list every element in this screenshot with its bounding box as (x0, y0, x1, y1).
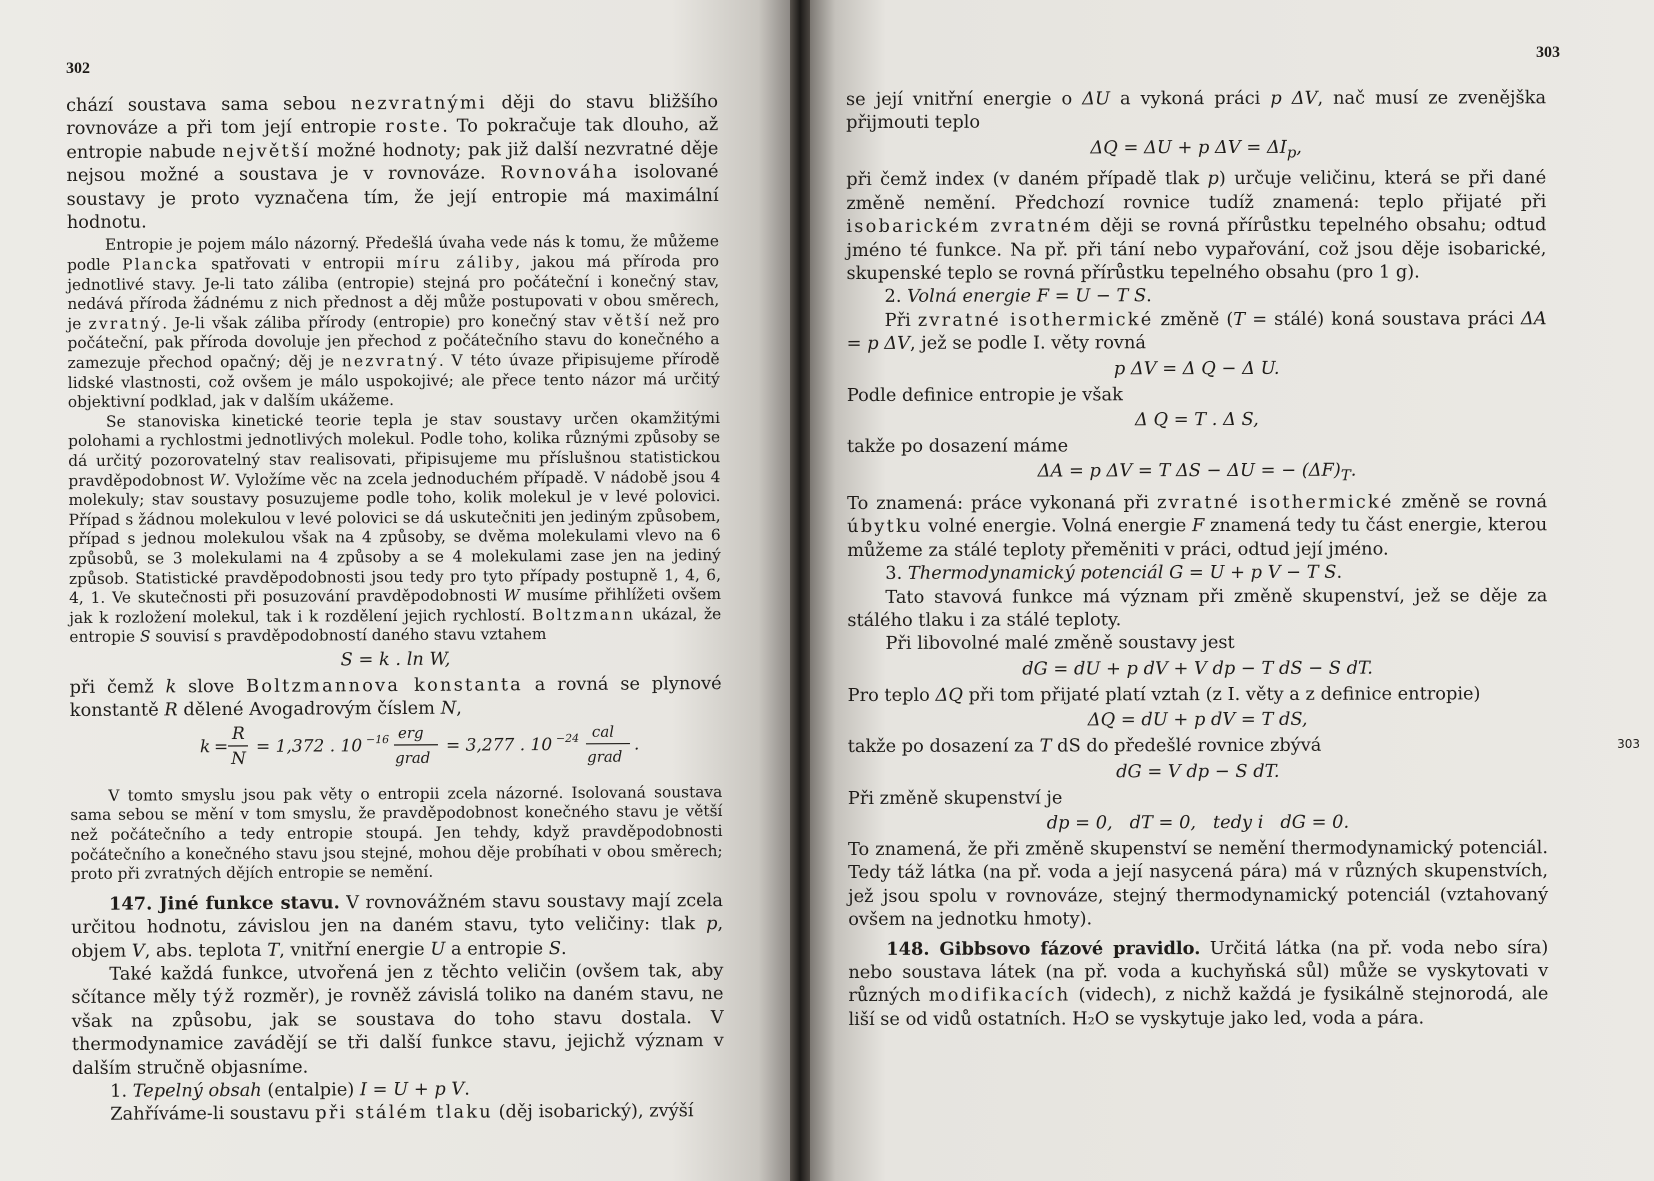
text-run: ději do stavu bližšího rovnováze a při tom její entropie (66, 91, 719, 140)
text-run: zvratný (88, 314, 163, 333)
text-run: 3. (885, 563, 908, 585)
text-run: T (1233, 308, 1246, 330)
eq-k-value-2: = 3,277 . 10 (445, 734, 553, 756)
para-phase: Tato stavová funkce má význam při změně skupenství, jež se děje za stálého tlaku i za stálé teploty. (847, 584, 1548, 631)
text-run: , vnitřní energie (279, 938, 431, 961)
eq-k-unit-1-num: erg (397, 723, 424, 742)
text-run: N (440, 697, 457, 720)
eq-k-frac-num: R (231, 723, 245, 744)
eq-k-frac-den: N (231, 748, 246, 769)
text-run: takže po dosazení za (847, 735, 1040, 758)
text-run: T (267, 939, 280, 961)
text-run: W (503, 586, 520, 605)
text-run: To znamená: práce vykonaná při (847, 492, 1158, 514)
text-run: Volná energie F = U − T S (907, 285, 1147, 308)
text-run: Rovnováha (500, 161, 620, 184)
text-run: souvisí s pravděpodobností daného stavu vztahem (150, 625, 547, 646)
text-run: V (131, 940, 145, 962)
text-run: roste (385, 116, 443, 138)
equation-dq2: ΔQ = dU + p dV = T dS, (1087, 709, 1308, 731)
text-run: (děj isobarický), zvýší (492, 1100, 694, 1123)
text-entropy-definition: Podle definice entropie je však (846, 383, 1123, 406)
eq-k-lhs: k (199, 736, 211, 757)
equation-zero: dp = 0, dT = 0, tedy i dG = 0. (1046, 811, 1350, 834)
para-heat-q (848, 682, 1548, 707)
text-run: Zahříváme-li soustavu (110, 1102, 316, 1126)
item-free-energy (847, 284, 1547, 309)
text-run: F (1191, 515, 1205, 537)
text-run: a rovná se plynové konstantě (69, 672, 722, 722)
svg-text:=: = (213, 736, 229, 757)
text-run: dělené Avogadrovým číslem (177, 698, 441, 721)
text-run: volné energie. Volná energie (922, 515, 1192, 538)
text-run: nezvratnými (350, 92, 487, 115)
para-continuation (66, 90, 719, 234)
text-run: . (1146, 285, 1152, 307)
text-run: při čemž index (v daném případě tlak (846, 168, 1208, 191)
text-run: (entalpie) (261, 1079, 360, 1101)
text-substitution-1: takže po dosazení máme (846, 435, 1069, 458)
equation-dq-tds: Δ Q = T . Δ S, (1134, 408, 1259, 431)
text-run: Boltzmann (531, 605, 636, 624)
text-run: větší (603, 311, 652, 330)
text-run: . (1336, 561, 1343, 583)
text-run: isolované soustavy je proto vyznačena tím, že její entropie má maximální hodnotu. (66, 161, 719, 234)
para-isothermal (847, 307, 1547, 356)
text-run: rozměr), je rovněž závislá toliko na daném stavu, ne však na způsobu, jak se soustava do toho stavu dostala. V thermodynamice zavádějí se tři další funkce stavu, jejichž význam v dalším stručně objasníme. (71, 983, 724, 1079)
text-run: Při (884, 309, 918, 331)
text-run: největší (222, 140, 311, 162)
equation-k (70, 719, 722, 787)
equation-dq: ΔQ = ΔU + p $\Delta V = \Delta I_p$, (1090, 136, 1302, 162)
text-run: , jež se podle I. věty rovná (909, 332, 1147, 355)
text-run: ΔQ (935, 684, 963, 706)
text-run: 147. Jiné funkce stavu. (108, 892, 340, 915)
para-heating (72, 1099, 724, 1126)
para-substitution-2 (848, 733, 1548, 758)
left-page (0, 0, 790, 1181)
text-run: Thermodynamický potenciál G = U + p V − T S (907, 561, 1337, 585)
text-run: ) určuje veličinu, která se při dané změně nemění. Předchozí rovnice tudíž znamená: teplo přijaté při (846, 167, 1547, 214)
text-run: znamená tedy tu část energie, kterou můžeme za stálé teploty přeměniti v práci, odtud její jméno. (847, 514, 1548, 561)
text-run: týž (203, 986, 237, 1008)
para-index (846, 167, 1546, 286)
equation-k-svg (96, 719, 696, 771)
text-run: Také každá funkce, utvořená jen z těchto veličin (ovšem tak, aby sčítance měly (71, 959, 724, 1009)
para-small-change: Při libovolné malé změně soustavy jest (885, 632, 1235, 655)
text-run: při čemž (69, 676, 166, 698)
text-run: . Vyložíme věc na zcela jednoduchém případě. V nádobě jsou 4 molekuly; stav soustavy posuzujeme podle toho, kolik molekul je v levé polovici. Případ s žádnou molekulou v levé polovici se dá uskutečniti jen jediným způsobem, případ s jednou molekulou však na 4 způsoby, se dvěma molekulami vlevo na 6 způsobů, se 3 molekulami na 4 způsoby a se 4 molekulami zase jen na jediný způsob. Statistické pravděpodobnosti jsou tedy pro tyto případy postupně 1, 4, 6, 4, 1. Ve skutečnosti při posuzování pravděpodobnosti (68, 467, 722, 608)
text-run: S (139, 627, 151, 646)
text-run: míru záliby (396, 253, 516, 273)
para-planck (67, 232, 720, 412)
right-page (810, 0, 1654, 1181)
text-run: ΔU (1082, 88, 1111, 110)
text-run: změně ( (1153, 308, 1234, 330)
text-run: možné hodnoty; pak již další nezvratné děje nejsou možné a soustava je v rovnováze. (66, 137, 719, 187)
text-run: . (464, 1078, 470, 1100)
text-run: k (165, 676, 177, 698)
text-run: úbytku (847, 516, 923, 538)
text-run: ΔA = p ΔV (846, 307, 1547, 355)
svg-text:.: . (633, 734, 640, 755)
text-run: U (430, 938, 446, 960)
equation-da-text: ΔA = p ΔV = T ΔS − ΔU = − (ΔF) (1037, 460, 1341, 482)
para-unchanged: To znamená, že při změně skupenství se nemění thermodynamický potenciál. Tedy táž látka (na př. voda a její nasycená pára) má v různých skupenstvích, jež jsou spolu v rovnováze, stejný thermodynamický potenciál (vztahovaný ovšem na jednotku hmoty). (847, 837, 1549, 931)
text-run: a entropie (445, 937, 549, 960)
text-run: , nač musí ze zvenějška přijmouti teplo (846, 87, 1547, 134)
text-run: . (560, 937, 567, 959)
eq-k-unit-2-den: grad (587, 747, 623, 766)
text-run: 148. Gibbsovo fázové pravidlo. (886, 937, 1201, 960)
text-run: V rovnovážném stavu soustavy mají zcela určitou hodnotu, závislou jen na daném stavu, tyto veličiny: tlak (71, 889, 724, 939)
text-run: , abs. teplota (144, 939, 268, 962)
page-number-right: 303 (1536, 44, 1560, 61)
eq-k-exp-1: −16 (365, 732, 390, 746)
equation-da-sub: T (1340, 467, 1351, 485)
text-run: chází soustava sama sebou (66, 93, 351, 116)
text-run: . Je-li však záliba přírody (entropie) pro konečný stav (162, 311, 604, 333)
eq-k-exp-2: −24 (555, 731, 580, 745)
text-run: T (1039, 735, 1052, 757)
text-run: p ΔV (1270, 87, 1318, 109)
eq-k-unit-2-num: cal (591, 722, 615, 741)
text-run: modifikacích (928, 984, 1071, 1007)
text-run: I = U + p V (359, 1078, 465, 1101)
text-run: Se stanoviska kinetické teorie tepla je stav soustavy určen okamžitými polohami a rychlostmi jednotlivých molekul. Podle toho, kolika různými způsoby se dá určitý pozorovatelný stav realisovati, připisujeme mu příslušnou statistickou pravděpodobnost (68, 408, 721, 490)
text-run: 2. (884, 286, 908, 308)
text-run: než pro počáteční, pak příroda dovoluje jen přechod z počátečního stavu do konečného a zamezuje přechod opačný; děj je (67, 310, 720, 372)
text-run: dS do předešlé rovnice zbývá (1051, 734, 1322, 757)
equation-boltzmann: S = k . ln W, (340, 648, 451, 671)
text-run: Určitá látka (na př. voda nebo síra) nebo soustava látek (na př. voda a kuchyňská sůl) může se vyskytovati v různých (848, 936, 1549, 1007)
para-entropy-meaning: V tomto smyslu jsou pak věty o entropii zcela názorné. Isolovaná soustava sama sebou se mění v tom smyslu, že pravděpodobnost konečného stavu je větší než počátečního a tedy entropie stoupá. Jen tehdy, když pravděpodobnosti počátečního a konečného stavu jsou stejné, mohou děje probíhati v obou směrech; proto při zvratných dějích entropie se nemění. (70, 782, 723, 884)
section-147 (71, 889, 723, 963)
equation-dq-sub: p (1286, 144, 1297, 162)
right-column (846, 86, 1548, 1031)
para-functions (71, 959, 724, 1080)
text-run: , (456, 697, 462, 719)
text-run: p (1207, 168, 1219, 190)
text-run: ukázal, že entropie (69, 604, 722, 647)
text-run: spatřovati v entropii (199, 254, 397, 274)
text-run: . To pokračuje tak dlouho, až entropie nabude (66, 114, 719, 163)
text-run: . V této úvaze připisujeme přírodě lidské vlastnosti, což ovšem je málo uspokojivé; ale přece tento názor má určitý objektivní podklad, jak v dalším ukážeme. (67, 350, 720, 412)
text-run: při tom přijaté platí vztah (z I. věty a z definice entropie) (962, 683, 1481, 706)
text-run: nezvratný (341, 351, 439, 371)
text-run: Pro teplo (847, 684, 936, 706)
para-energy-intro (846, 86, 1546, 135)
equation-da: ΔA = p ΔV = T ΔS − ΔU = − $(\Delta F)_T$. (1037, 460, 1357, 485)
equation-dg: dG = dU + p dV + V dp − T dS − S dT. (1022, 657, 1373, 680)
text-run: isobarickém zvratném (846, 215, 1093, 238)
para-means (847, 490, 1547, 562)
text-run: , objem (71, 913, 724, 962)
para-change-state: Při změně skupenství je (847, 787, 1063, 809)
text-run: S (548, 937, 562, 959)
text-run: Plancka (122, 255, 200, 274)
text-run: p (705, 913, 718, 935)
page-number-left: 302 (66, 60, 90, 77)
text-run: musíme přihlížeti ovšem jak k rozložení molekul, tak i k rozdělení jejich rychlostí. (69, 585, 722, 627)
text-run: slove (176, 675, 247, 698)
para-kinetic (68, 409, 721, 648)
text-run: Boltzmannova konstanta (245, 674, 524, 697)
text-run: 1. (110, 1080, 133, 1102)
text-run: a vykoná práci (1109, 87, 1271, 110)
text-run: R (164, 699, 178, 721)
text-run: = stálé) koná soustava práci (1245, 308, 1521, 330)
equation-dg2: dG = V dp − S dT. (1116, 760, 1280, 782)
text-run: se její vnitřní energie o (846, 88, 1083, 110)
text-run: (videch), z nichž každá je fysikálně stejnorodá, ale liší se od vidů ostatních. H₂O se vyskytuje jako led, voda a pára. (848, 983, 1549, 1030)
eq-k-value-1: = 1,372 . 10 (255, 735, 363, 757)
text-run: ději se rovná přírůstku tepelného obsahu; odtud jméno té funkce. Na př. při tání nebo vypařování, což jsou děje isobarické, skupenské teplo se rovná přírůstku tepelného obsahu (pro 1 g). (846, 214, 1547, 284)
text-run: zvratné isothermické (917, 308, 1154, 331)
para-constant (70, 672, 722, 723)
equation-pdv: p ΔV = Δ Q − Δ U. (1113, 357, 1280, 379)
book-gutter (790, 0, 810, 1181)
section-148 (848, 936, 1548, 1031)
item-thermodynamic-potential (847, 560, 1547, 585)
text-run: změně se rovná (1393, 491, 1548, 513)
equation-dq-text: ΔQ = ΔU + p ΔV = ΔI (1090, 136, 1287, 159)
margin-note: 303 (1617, 737, 1640, 751)
text-run: , jakou má příroda pro jednotlivé stavy. Je-li tato záliba (entropie) stejná pro počáteční i konečný stav, nedává příroda žádnému z nich přednost a děj může postupovati v obou směrech, je (67, 252, 720, 333)
text-run: Entropie je pojem málo názorný. Předešlá úvaha vede nás k tomu, že můžeme podle (66, 232, 719, 275)
eq-k-unit-1-den: grad (395, 748, 431, 767)
text-run: zvratné isothermické (1157, 491, 1394, 514)
left-column (66, 90, 724, 1127)
text-run: Tepelný obsah (132, 1079, 262, 1102)
text-run: při stálém tlaku (315, 1101, 493, 1124)
text-run: W (209, 470, 226, 489)
